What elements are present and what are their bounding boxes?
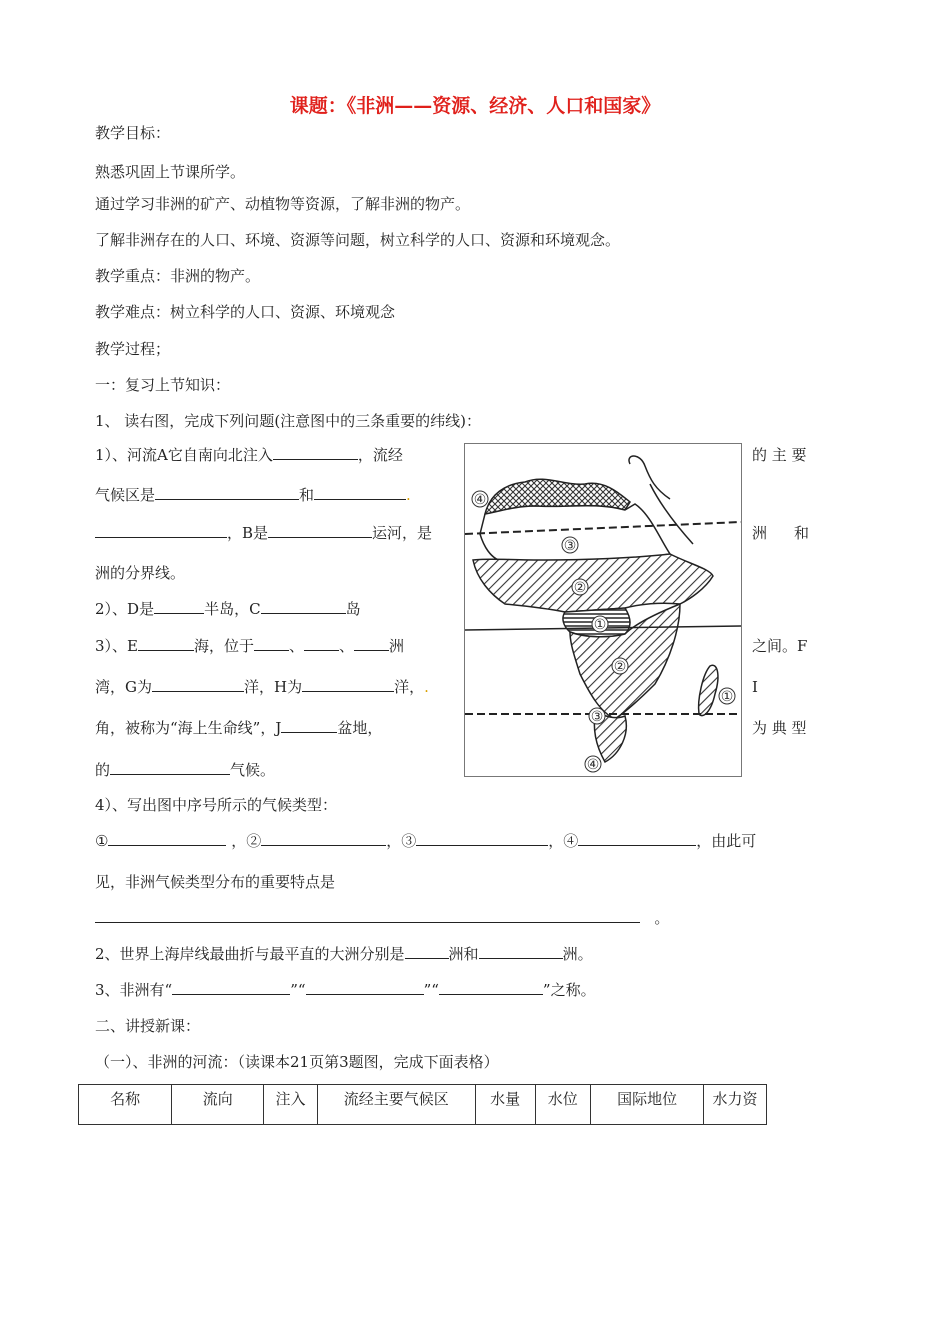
table-header-cell: 水力资 <box>704 1085 767 1125</box>
q-text: ，③ <box>386 832 417 850</box>
q-text: 和 <box>299 486 315 504</box>
answer-blank[interactable] <box>110 760 230 775</box>
map-label: ① <box>720 689 734 705</box>
africa-climate-map <box>464 443 742 777</box>
answer-blank[interactable] <box>268 523 372 538</box>
q-text: 洲。 <box>562 945 593 963</box>
answer-blank[interactable] <box>439 980 543 995</box>
map-label: ② <box>573 580 587 596</box>
answer-blank[interactable] <box>108 831 226 846</box>
savanna-north-zone <box>473 554 713 612</box>
q-text: 3）、E <box>95 637 138 655</box>
answer-blank[interactable] <box>138 636 194 651</box>
table-header-cell: 流向 <box>172 1085 264 1125</box>
goals-heading: 教学目标： <box>95 124 171 142</box>
question-1-1-line <box>95 523 432 543</box>
question-1: 1、 读右图，完成下列问题(注意图中的三条重要的纬线)： <box>95 412 482 430</box>
answer-blank[interactable] <box>261 599 346 614</box>
answer-blank[interactable] <box>405 944 449 959</box>
q-text: 之间。F <box>752 637 808 655</box>
q-text: 的 主 要 <box>752 446 807 464</box>
question-1-3-line <box>95 636 404 656</box>
q-text: 洲 <box>389 637 405 655</box>
answer-blank[interactable] <box>306 980 424 995</box>
table-header-cell: 注入 <box>264 1085 317 1125</box>
teaching-difficulty: 教学难点：树立科学的人口、资源、环境观念 <box>95 303 396 321</box>
madagascar-island <box>699 665 718 715</box>
answer-blank[interactable] <box>152 677 244 692</box>
table-header-row <box>79 1085 767 1125</box>
map-label: ③ <box>563 538 577 554</box>
teaching-focus: 教学重点：非洲的物产。 <box>95 267 261 285</box>
q-text: 海，位于 <box>194 637 255 655</box>
q-text: ”“ <box>290 981 306 999</box>
answer-blank[interactable] <box>273 445 358 460</box>
answer-blank[interactable] <box>302 677 394 692</box>
question-2-line <box>95 944 593 964</box>
map-label: ① <box>593 617 607 633</box>
q-text: ，流经 <box>357 446 403 464</box>
answer-blank[interactable] <box>254 636 289 651</box>
map-label: ④ <box>473 492 487 508</box>
q-text: 气候区是 <box>95 486 156 504</box>
q-text: 2、世界上海岸线最曲折与最平直的大洲分别是 <box>95 945 405 963</box>
q-text: 、 <box>339 637 355 655</box>
q-text: 运河，是 <box>372 524 433 542</box>
yellow-dot-mark: . <box>406 486 411 504</box>
table-header-cell: 水位 <box>535 1085 591 1125</box>
answer-blank[interactable] <box>95 908 640 923</box>
question-1-3-line <box>95 760 275 780</box>
q-text: ，B是 <box>227 524 269 542</box>
section-heading: 二、讲授新课： <box>95 1017 201 1035</box>
answer-blank[interactable] <box>354 636 389 651</box>
goal-item: 了解非洲存在的人口、环境、资源等问题，树立科学的人口、资源和环境观念。 <box>95 231 621 249</box>
q-text: 洋， <box>394 678 425 696</box>
section-heading: 一：复习上节知识： <box>95 376 231 394</box>
table-header-cell: 水量 <box>475 1085 535 1125</box>
q-text: 3、非洲有“ <box>95 981 173 999</box>
q-text: 和 <box>794 524 810 542</box>
map-label: ② <box>613 659 627 675</box>
q-text: 岛 <box>345 600 361 618</box>
answer-blank[interactable] <box>172 980 290 995</box>
question-1-3-line <box>95 718 382 738</box>
goal-item: 通过学习非洲的矿产、动植物等资源，了解非洲的物产。 <box>95 195 471 213</box>
question-1-3-line <box>95 677 429 697</box>
nile-river <box>629 456 670 499</box>
question-1-4-line <box>95 831 756 851</box>
subsection-heading: （一）、非洲的河流：（读课本21页第3题图，完成下面表格） <box>95 1053 499 1071</box>
question-1-2-line <box>95 599 361 619</box>
answer-blank[interactable] <box>95 523 227 538</box>
answer-blank[interactable] <box>416 831 548 846</box>
question-3-line <box>95 980 596 1000</box>
teaching-process: 教学过程； <box>95 340 171 358</box>
q-text: I <box>752 678 758 696</box>
q-text: 半岛，C <box>204 600 261 618</box>
answer-blank[interactable] <box>578 831 696 846</box>
q-text: ，④ <box>548 832 579 850</box>
q-text: 、 <box>289 637 305 655</box>
answer-blank[interactable] <box>314 485 406 500</box>
q-text: 的 <box>95 761 111 779</box>
question-1-4-line <box>95 908 669 928</box>
q-text: ”之称。 <box>542 981 596 999</box>
map-label: ④ <box>586 757 600 773</box>
q-text: 湾，G为 <box>95 678 152 696</box>
q-text: 洋，H为 <box>243 678 303 696</box>
q-text: ，由此可 <box>696 832 757 850</box>
question-1-1-line <box>95 485 411 505</box>
answer-blank[interactable] <box>304 636 339 651</box>
answer-blank[interactable] <box>479 944 563 959</box>
question-1-4-heading: 4）、写出图中序号所示的气候类型： <box>95 796 338 814</box>
q-text: 洲 <box>752 524 768 542</box>
answer-blank[interactable] <box>261 831 386 846</box>
table-header-cell: 流经主要气候区 <box>317 1085 475 1125</box>
q-text: 角，被称为“海上生命线”，J <box>95 719 282 737</box>
q-text: 盆地， <box>337 719 383 737</box>
rivers-table <box>78 1084 767 1125</box>
answer-blank[interactable] <box>154 599 204 614</box>
yellow-dot-mark: . <box>424 678 429 696</box>
q-text: 为 典 型 <box>752 719 807 737</box>
q-text: ，② <box>231 832 262 850</box>
q-text: 2）、D是 <box>95 600 155 618</box>
q-text: ”“ <box>423 981 439 999</box>
q-text: 。 <box>654 909 670 927</box>
question-1-1-line <box>95 445 403 465</box>
answer-blank[interactable] <box>155 485 299 500</box>
map-label: ③ <box>590 709 604 725</box>
page-title: 课题：《非洲——资源、经济、人口和国家》 <box>289 95 661 117</box>
q-text: ① <box>95 832 109 850</box>
q-text: 洲的分界线。 <box>95 564 186 582</box>
q-text: 洲和 <box>448 945 479 963</box>
goal-item: 熟悉巩固上节课所学。 <box>95 163 246 181</box>
q-text: 气候。 <box>230 761 276 779</box>
q-text: 1）、河流A它自南向北注入 <box>95 446 273 464</box>
q-text: 见，非洲气候类型分布的重要特点是 <box>95 873 336 891</box>
answer-blank[interactable] <box>281 718 337 733</box>
table-header-cell: 名称 <box>79 1085 172 1125</box>
table-header-cell: 国际地位 <box>591 1085 704 1125</box>
